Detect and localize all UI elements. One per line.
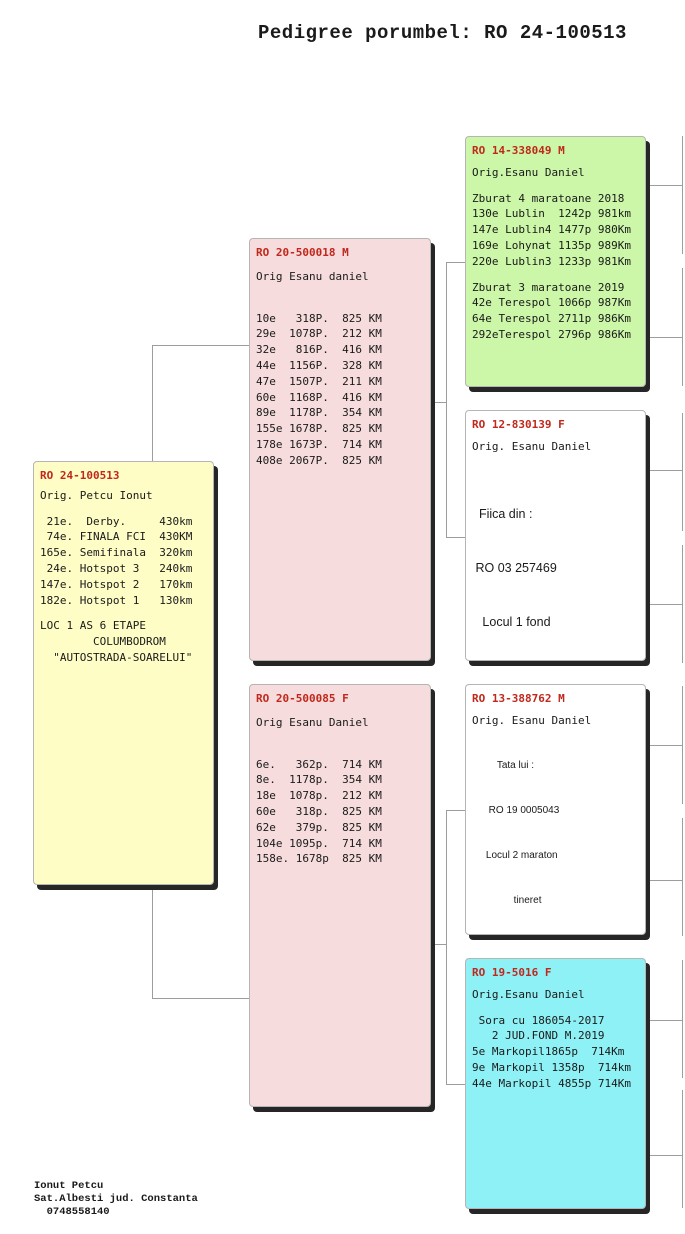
dam-sire-info — [472, 730, 639, 935]
connector-line — [446, 1084, 465, 1085]
result-line: 8e. 1178p. 354 KM — [256, 773, 382, 787]
connector-line — [682, 545, 683, 663]
connector-line — [446, 402, 447, 537]
info-line: Fiica din : — [472, 506, 533, 521]
result-line: 42e Terespol 1066p 987Km — [472, 296, 631, 310]
result-line: Zburat 4 maratoane 2018 — [472, 191, 625, 205]
connector-line — [648, 337, 682, 338]
dam-sire-ring: RO 13-388762 M — [472, 692, 565, 705]
sire-origin: Orig Esanu daniel — [256, 269, 369, 283]
sire-results — [256, 311, 424, 469]
breeder-address: Sat.Albesti jud. Constanta — [34, 1193, 198, 1205]
dam-dam-origin: Orig.Esanu Daniel — [472, 987, 585, 1001]
sire-dam-origin: Orig. Esanu Daniel — [472, 439, 592, 453]
dam-dam-card — [465, 958, 646, 1209]
connector-line — [682, 136, 683, 254]
info-line: Tata lui : — [472, 760, 535, 772]
result-line: 32e 816P. 416 KM — [256, 343, 382, 357]
connector-line — [152, 345, 249, 346]
dam-ring: RO 20-500085 F — [256, 692, 349, 705]
result-line: 104e 1095p. 714 KM — [256, 836, 382, 850]
connector-line — [648, 604, 682, 605]
connector-line — [446, 537, 465, 538]
subject-ring: RO 24-100513 — [40, 469, 120, 482]
note-line: LOC 1 AS 6 ETAPE — [40, 619, 146, 633]
connector-line — [432, 402, 447, 403]
result-line: 60e 318p. 825 KM — [256, 804, 382, 818]
result-line: 29e 1078P. 212 KM — [256, 327, 382, 341]
dam-origin: Orig Esanu Daniel — [256, 715, 369, 729]
result-line: 147e Lublin4 1477p 980Km — [472, 223, 631, 237]
result-line: 169e Lohynat 1135p 989Km — [472, 238, 631, 252]
breeder-phone: 0748558140 — [34, 1206, 110, 1218]
info-line: tineret — [472, 894, 542, 906]
subject-origin: Orig. Petcu Ionut — [40, 488, 153, 502]
info-line: RO 19 0005043 — [472, 805, 560, 817]
connector-line — [152, 345, 153, 461]
dam-results — [256, 757, 424, 868]
dam-card — [249, 684, 431, 1107]
info-line: RO 03 257469 — [472, 560, 557, 575]
connector-line — [432, 944, 447, 945]
result-line: 5e Markopil1865p 714Km — [472, 1045, 625, 1059]
result-line: 292eTerespol 2796p 986Km — [472, 327, 631, 341]
result-line: 18e 1078p. 212 KM — [256, 789, 382, 803]
info-line: Sora cu 186054-2017 — [472, 1013, 605, 1027]
dam-dam-ring: RO 19-5016 F — [472, 966, 552, 979]
subject-card — [33, 461, 214, 885]
sire-dam-card — [465, 410, 646, 661]
result-line: 21e. Derby. 430km — [40, 514, 193, 528]
result-line: 155e 1678P. 825 KM — [256, 422, 382, 436]
result-line: 44e Markopil 4855p 714Km — [472, 1076, 631, 1090]
breeder-name: Ionut Petcu — [34, 1180, 104, 1192]
sire-sire-card — [465, 136, 646, 387]
breeder-contact — [34, 1180, 198, 1219]
note-line: COLUMBODROM — [40, 635, 166, 649]
subject-note — [40, 618, 207, 665]
dam-sire-card — [465, 684, 646, 935]
info-line: 2 JUD.FOND M.2019 — [472, 1029, 605, 1043]
result-line: 6e. 362p. 714 KM — [256, 757, 382, 771]
subject-results — [40, 514, 207, 609]
result-line: 74e. FINALA FCI 430KM — [40, 530, 193, 544]
result-line: 220e Lublin3 1233p 981Km — [472, 254, 631, 268]
sire-dam-ring: RO 12-830139 F — [472, 418, 565, 431]
result-line: 147e. Hotspot 2 170km — [40, 577, 193, 591]
sire-sire-ring: RO 14-338049 M — [472, 144, 565, 157]
result-line: 64e Terespol 2711p 986Km — [472, 312, 631, 326]
result-line: 62e 379p. 825 KM — [256, 820, 382, 834]
connector-line — [648, 745, 682, 746]
result-line: 10e 318P. 825 KM — [256, 311, 382, 325]
connector-line — [682, 686, 683, 804]
sire-sire-origin: Orig.Esanu Daniel — [472, 165, 585, 179]
result-line: 408e 2067P. 825 KM — [256, 453, 382, 467]
connector-line — [648, 880, 682, 881]
connector-line — [648, 470, 682, 471]
connector-line — [446, 944, 447, 1084]
result-line: 130e Lublin 1242p 981km — [472, 207, 631, 221]
result-line: 44e 1156P. 328 KM — [256, 358, 382, 372]
result-line: 182e. Hotspot 1 130km — [40, 593, 193, 607]
connector-line — [682, 818, 683, 936]
connector-line — [682, 1090, 683, 1208]
connector-line — [152, 885, 153, 998]
connector-line — [446, 262, 447, 402]
result-line: 165e. Semifinala 320km — [40, 546, 193, 560]
page-title: Pedigree porumbel: RO 24-100513 — [258, 22, 627, 44]
result-line: 47e 1507P. 211 KM — [256, 374, 382, 388]
connector-line — [648, 1020, 682, 1021]
sire-card — [249, 238, 431, 661]
result-line: 24e. Hotspot 3 240km — [40, 561, 193, 575]
sire-ring: RO 20-500018 M — [256, 246, 349, 259]
result-line: 89e 1178P. 354 KM — [256, 406, 382, 420]
result-line: 9e Markopil 1358p 714km — [472, 1060, 631, 1074]
dam-sire-origin: Orig. Esanu Daniel — [472, 713, 592, 727]
result-line: Zburat 3 maratoane 2019 — [472, 280, 625, 294]
connector-line — [446, 810, 447, 945]
note-line: "AUTOSTRADA-SOARELUI" — [40, 650, 193, 664]
connector-line — [446, 810, 465, 811]
result-line: 158e. 1678p 825 KM — [256, 852, 382, 866]
connector-line — [682, 413, 683, 531]
sire-dam-info — [472, 469, 639, 661]
connector-line — [682, 268, 683, 386]
connector-line — [682, 960, 683, 1078]
connector-line — [152, 998, 249, 999]
info-line: Locul 2 maraton — [472, 849, 558, 861]
connector-line — [446, 262, 465, 263]
result-line: 60e 1168P. 416 KM — [256, 390, 382, 404]
info-line: Locul 1 fond — [472, 614, 551, 629]
connector-line — [648, 185, 682, 186]
connector-line — [648, 1155, 682, 1156]
result-line: 178e 1673P. 714 KM — [256, 437, 382, 451]
